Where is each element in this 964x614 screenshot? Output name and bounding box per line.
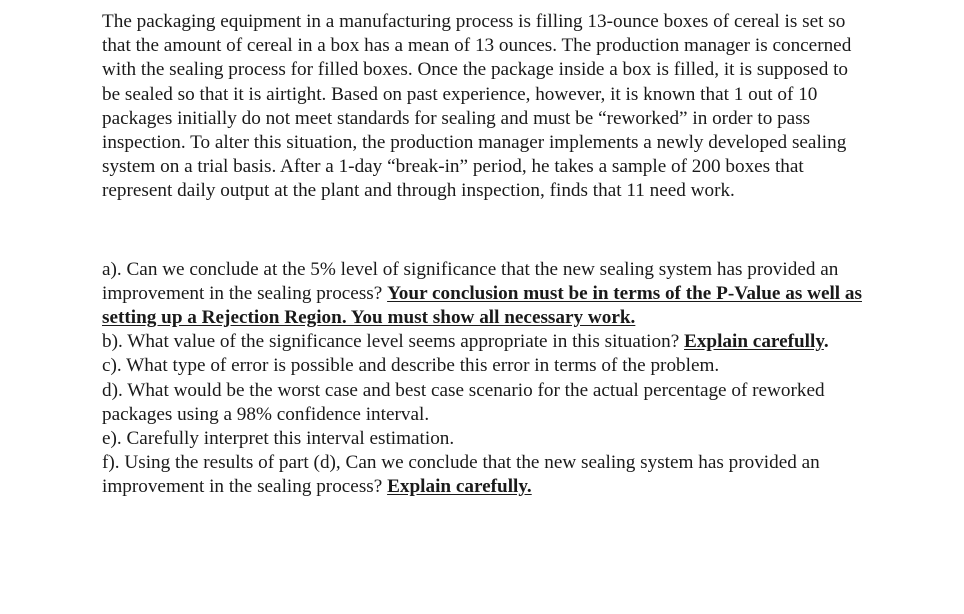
question-a <box>102 258 862 331</box>
question-f-emphasis: Explain carefully. <box>387 476 532 498</box>
question-e: e). Carefully interpret this interval estimation. <box>102 428 455 450</box>
question-b-text: b). What value of the significance level seems appropriate in this situation? <box>102 331 685 353</box>
document-body <box>102 10 862 500</box>
question-a-emphasis: Your conclusion must be in terms of the P-Value as well as setting up a Rejection Region. You must show all necessary work. <box>102 282 862 329</box>
question-list <box>102 258 862 500</box>
question-f <box>102 451 862 499</box>
question-b-emphasis: Explain carefully <box>684 331 824 353</box>
problem-statement: The packaging equipment in a manufacturing process is filling 13-ounce boxes of cereal is set so that the amount of cereal in a box has a mean of 13 ounces. The production manager is concerned with the sealing process for filled boxes. Once the package inside a box is filled, it is supposed to be sealed so that it is airtight. Based on past experience, however, it is known that 1 out of 10 packages initially do not meet standards for sealing and must be “reworked” in order to pass inspection. To alter this situation, the production manager implements a newly developed sealing system on a trial basis. After a 1-day “break-in” period, he takes a sample of 200 boxes that represent daily output at the plant and through inspection, finds that 11 need work. <box>102 11 852 202</box>
question-b-suffix: . <box>823 331 829 353</box>
question-b <box>102 330 862 354</box>
question-f-text: f). Using the results of part (d), Can we conclude that the new sealing system has provided an improvement in the sealing process? <box>102 452 820 498</box>
question-d: d). What would be the worst case and best case scenario for the actual percentage of reworked packages using a 98% confidence interval. <box>102 379 825 425</box>
question-c: c). What type of error is possible and describe this error in terms of the problem. <box>102 355 720 377</box>
question-a-text: a). Can we conclude at the 5% level of significance that the new sealing system has provided an improvement in the sealing process? <box>102 258 839 304</box>
